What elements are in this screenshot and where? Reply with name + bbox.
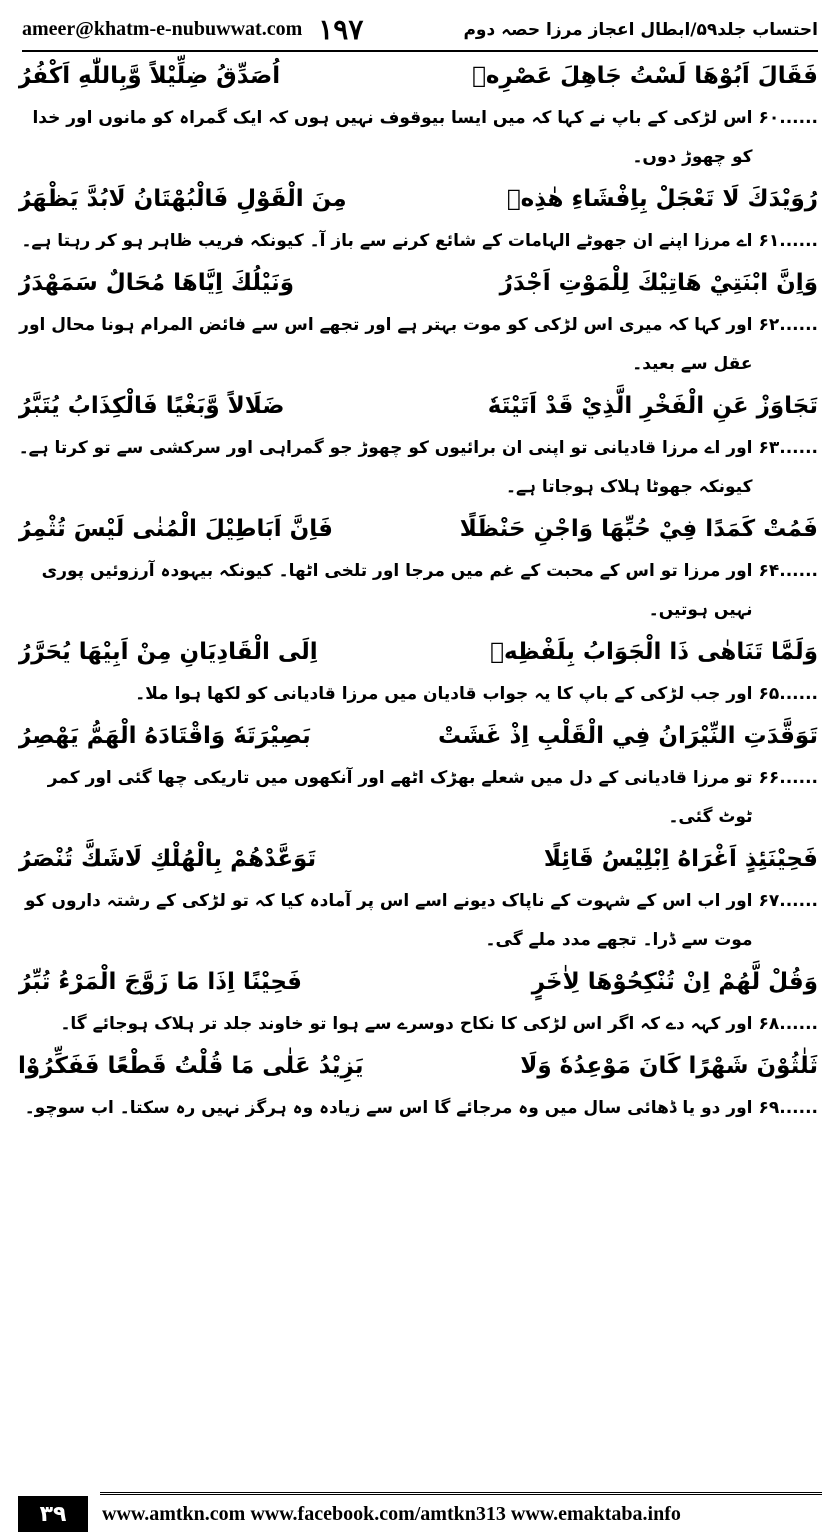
verse-number: ۶۰...... [758,108,818,128]
verse-hemistich-right: تَجَاوَزْ عَنِ الْفَخْرِ الَّذِيْ قَدْ اَتَيْتَهٗ [487,393,818,419]
verse-number: ۶۱...... [758,231,818,251]
verse-line [18,177,818,222]
verse-line [18,630,818,675]
footer-divider [100,1492,822,1495]
translation [18,882,818,960]
translation [18,759,818,837]
verse-line [18,960,818,1005]
verse-number: ۶۸...... [758,1014,818,1034]
translation [18,429,818,507]
section [18,630,818,714]
translation [18,1089,818,1128]
header-email[interactable]: ameer@khatm-e-nubuwwat.com [22,17,303,40]
verse-number: ۶۹...... [758,1098,818,1118]
section [18,1044,818,1128]
verse-hemistich-left: ضَلَالاً وَّبَغْيًا فَالْكِذَابُ يُتَبَّرُ [18,393,285,419]
translation-text: اور مرزا تو اس کے محبت کے غم میں مرجا اور تلخی اٹھا۔ کیونکہ بیہودہ آرزوئیں پوری نہیں ہوتیں۔ [41,561,753,620]
document-body [18,54,818,1128]
section [18,177,818,261]
header-title: احتساب جلد۵۹/ابطال اعجاز مرزا حصہ دوم [463,19,818,40]
verse-hemistich-right: فَمُتْ كَمَدًا فِيْ حُبِّهَا وَاجْنِ حَنْظَلًا [459,516,818,542]
page-header [22,8,818,52]
translation-text: اور اب اس کے شہوت کے ناپاک دیونے اسے اس پر آمادہ کیا کہ تو لڑکی کے رشتہ داروں کو موت سے ڈرا۔ تجھے مدد ملے گی۔ [24,891,753,950]
verse-hemistich-left: فَحِيْنًا اِذَا مَا زَوَّجَ الْمَرْءُ تُبِّرُ [18,969,302,995]
section [18,54,818,177]
section [18,714,818,837]
section [18,261,818,384]
verse-line [18,261,818,306]
header-page-number: ۱۹۷ [318,12,364,46]
verse-number: ۶۵...... [758,684,818,704]
verse-hemistich-right: تَوَقَّدَتِ النِّيْرَانُ فِي الْقَلْبِ اِذْ غَشَتْ [438,723,818,749]
verse-line [18,1044,818,1089]
verse-number: ۶۶...... [758,768,818,788]
translation [18,1005,818,1044]
verse-line [18,384,818,429]
verse-number: ۶۴...... [758,561,818,581]
footer-urls[interactable]: www.amtkn.com www.facebook.com/amtkn313 www.emaktaba.info [102,1502,681,1525]
verse-number: ۶۲...... [758,315,818,335]
footer-page-badge: ۳۹ [18,1496,88,1532]
verse-line [18,507,818,552]
translation-text: اور کہا کہ میری اس لڑکی کو موت بہتر ہے اور تجھے اس سے فائض المرام ہونا محال اور عقل سے بعید۔ [19,315,753,374]
translation-text: اور اے مرزا قادیانی تو اپنی ان برائیوں کو چھوڑ جو گمراہی اور سرکشی سے تو کرتا ہے۔ کیونکہ جھوٹا ہلاک ہوجاتا ہے۔ [18,438,753,497]
translation-text: اس لڑکی کے باپ نے کہا کہ میں ایسا بیوقوف نہیں ہوں کہ ایک گمراہ کو مانوں اور خدا کو چھوڑ دوں۔ [32,108,753,167]
translation [18,675,818,714]
verse-hemistich-left: اِلَى الْقَادِيَانِ مِنْ اَبِيْهَا يُحَرَّرُ [18,639,318,665]
verse-hemistich-left: تَوَعَّدْهُمْ بِالْهُلْكِ لَاشَكَّ تُنْصَرُ [18,846,317,872]
verse-hemistich-right: فَقَالَ اَبُوْهَا لَسْتُ جَاهِلَ عَصْرِهٖ [472,63,818,89]
translation-text: اے مرزا اپنے ان جھوٹے الہامات کے شائع کرنے سے باز آ۔ کیونکہ فریب ظاہر ہو کر رہتا ہے۔ [21,231,753,251]
verse-hemistich-left: فَاِنَّ اَبَاطِيْلَ الْمُنٰى لَيْسَ تُثْمِرُ [18,516,333,542]
translation-text: اور جب لڑکی کے باپ کا یہ جواب قادیان میں مرزا قادیانی کو لکھا ہوا ملا۔ [135,684,753,704]
translation [18,99,818,177]
translation [18,552,818,630]
translation [18,222,818,261]
verse-hemistich-right: فَحِيْنَئِذٍ اَغْرَاهُ اِبْلِيْسُ قَائِلًا [543,846,818,872]
section [18,507,818,630]
section [18,960,818,1044]
verse-hemistich-left: مِنَ الْقَوْلِ فَالْبُهْتَانُ لَابُدَّ يَظْهَرُ [18,186,347,212]
section [18,837,818,960]
verse-hemistich-right: وَاِنَّ ابْنَتِيْ هَاتِيْكَ لِلْمَوْتِ اَجْدَرُ [499,270,818,296]
verse-number: ۶۷...... [758,891,818,911]
page-footer [18,1496,822,1532]
verse-hemistich-left: يَزِيْدُ عَلٰى مَا قُلْتُ قَطْعًا فَفَكِّرُوْا [18,1053,364,1079]
translation-text: اور دو یا ڈھائی سال میں وہ مرجائے گا اس سے زیادہ وہ ہرگز نہیں رہ سکتا۔ اب سوچو۔ [24,1098,753,1118]
translation-text: اور کہہ دے کہ اگر اس لڑکی کا نکاح دوسرے سے ہوا تو خاوند جلد تر ہلاک ہوجائے گا۔ [60,1014,753,1034]
translation [18,306,818,384]
verse-hemistich-right: وَلَمَّا تَنَاهٰى ذَا الْجَوَابُ بِلَفْظِهٖ [490,639,818,665]
verse-number: ۶۳...... [758,438,818,458]
verse-line [18,714,818,759]
translation-text: تو مرزا قادیانی کے دل میں شعلے بھڑک اٹھے اور آنکھوں میں تاریکی چھا گئی اور کمر ٹوٹ گئی۔ [47,768,753,827]
verse-line [18,54,818,99]
verse-hemistich-left: اُصَدِّقُ ضِلِّيْلاً وَّبِاللّٰهِ اَكْفُرُ [18,63,281,89]
section [18,384,818,507]
verse-hemistich-left: وَنَيْلُكَ اِيَّاهَا مُحَالٌ سَمَهْدَرُ [18,270,295,296]
verse-hemistich-right: رُوَيْدَكَ لَا تَعْجَلْ بِاِفْشَاءِ هٰذِهٖ [506,186,818,212]
verse-hemistich-right: وَقُلْ لَّهُمْ اِنْ تُنْكِحُوْهَا لِاٰخَرٍ [531,969,818,995]
verse-line [18,837,818,882]
verse-hemistich-left: بَصِيْرَتَهٗ وَاقْتَادَهُ الْهَمُّ يَهْصِرُ [18,723,311,749]
verse-hemistich-right: ثَلٰثُوْنَ شَهْرًا كَانَ مَوْعِدُهٗ وَلَا [520,1053,818,1079]
